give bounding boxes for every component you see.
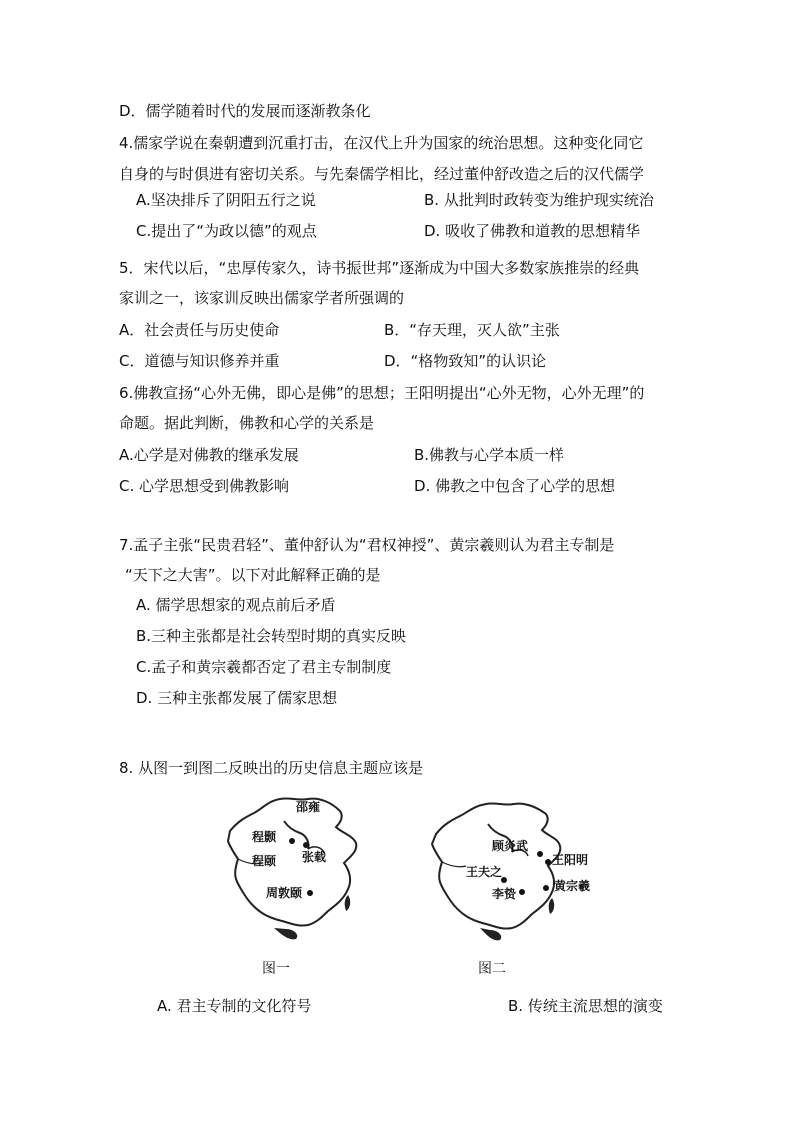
q6-stem-line1: 6.佛教宣扬“心外无佛，即心是佛”的思想；王阳明提出“心外无物，心外无理”的 bbox=[119, 384, 645, 402]
map-one-label-zhoudunyi: 周敦颐 bbox=[266, 886, 303, 900]
map-two-dot-huangzongxi bbox=[543, 885, 549, 891]
q6-option-d: D. 佛教之中包含了心学的思想 bbox=[414, 477, 616, 495]
q4-option-d: D. 吸收了佛教和道教的思想精华 bbox=[424, 222, 641, 240]
q8-stem: 8. 从图一到图二反映出的历史信息主题应该是 bbox=[119, 759, 424, 777]
map-one-label-shaoyong: 邵雍 bbox=[296, 800, 321, 814]
map-two-label-lizhi: 李贽 bbox=[492, 887, 517, 901]
q7-option-d: D. 三种主张都发展了儒家思想 bbox=[136, 689, 338, 707]
map-two-dot-lizhi bbox=[519, 889, 525, 895]
map-two-label-wangfuzhi: 王夫之 bbox=[466, 865, 503, 879]
q5-option-a: A．社会责任与历史使命 bbox=[119, 321, 280, 339]
q5-option-c: C．道德与知识修养并重 bbox=[119, 352, 280, 370]
map-two-label-wangyangming: 王阳明 bbox=[552, 853, 589, 867]
q4-option-a: A.坚决排斥了阴阳五行之说 bbox=[136, 191, 316, 209]
q7-option-a: A. 儒学思想家的观点前后矛盾 bbox=[136, 596, 336, 614]
q5-option-b: B．“存天理，灭人欲”主张 bbox=[384, 321, 560, 339]
map-two bbox=[430, 800, 600, 948]
map-one-dot-chenghao bbox=[289, 838, 295, 844]
q6-stem-line2: 命题。据此判断，佛教和心学的关系是 bbox=[119, 414, 375, 432]
q5-option-d: D．“格物致知”的认识论 bbox=[384, 352, 547, 370]
q6-option-b: B.佛教与心学本质一样 bbox=[414, 446, 565, 464]
map-one bbox=[224, 793, 364, 948]
map-one-caption: 图一 bbox=[262, 961, 290, 977]
q5-stem-line1: 5．宋代以后，“忠厚传家久，诗书振世邦”逐渐成为中国大多数家族推崇的经典 bbox=[119, 259, 640, 277]
map-one-dot-zhoudunyi bbox=[307, 890, 313, 896]
map-one-label-zhangzai: 张载 bbox=[302, 850, 327, 864]
map-two-dot-guyanwu bbox=[537, 851, 543, 857]
map-two-label-huangzongxi: 黄宗羲 bbox=[554, 879, 591, 893]
map-two-dot-wangyangming bbox=[545, 859, 551, 865]
q7-option-b: B.三种主张都是社会转型时期的真实反映 bbox=[136, 627, 407, 645]
q6-option-a: A.心学是对佛教的继承发展 bbox=[119, 446, 299, 464]
q7-stem-line2: “天下之大害”。以下对此解释正确的是 bbox=[125, 566, 381, 584]
china-outline-map-two bbox=[430, 800, 600, 948]
map-one-label-chenghao: 程颢 bbox=[252, 830, 277, 844]
q4-option-c: C.提出了“为政以德”的观点 bbox=[136, 222, 317, 240]
map-one-dot-zhangzai bbox=[303, 842, 309, 848]
q7-stem-line1: 7.孟子主张“民贵君轻”、董仲舒认为“君权神授”、黄宗羲则认为君主专制是 bbox=[119, 536, 615, 554]
map-two-label-guyanwu: 顾炎武 bbox=[492, 839, 529, 853]
q8-option-a: A. 君主专制的文化符号 bbox=[157, 997, 312, 1015]
q4-stem-line2: 自身的与时俱进有密切关系。与先秦儒学相比，经过董仲舒改造之后的汉代儒学 bbox=[119, 165, 645, 183]
q5-stem-line2: 家训之一，该家训反映出儒家学者所强调的 bbox=[119, 289, 405, 307]
china-outline-map-one bbox=[224, 793, 364, 948]
map-one-label-chengyi: 程颐 bbox=[252, 854, 277, 868]
map-two-caption: 图二 bbox=[478, 961, 506, 977]
q3-option-d: D．儒学随着时代的发展而逐渐教条化 bbox=[119, 102, 371, 120]
q8-option-b: B. 传统主流思想的演变 bbox=[508, 997, 663, 1015]
q7-option-c: C.孟子和黄宗羲都否定了君主专制制度 bbox=[136, 658, 392, 676]
q6-option-c: C. 心学思想受到佛教影响 bbox=[119, 477, 290, 495]
q4-option-b: B. 从批判时政转变为维护现实统治 bbox=[424, 191, 654, 209]
q4-stem-line1: 4.儒家学说在秦朝遭到沉重打击，在汉代上升为国家的统治思想。这种变化同它 bbox=[119, 134, 644, 152]
